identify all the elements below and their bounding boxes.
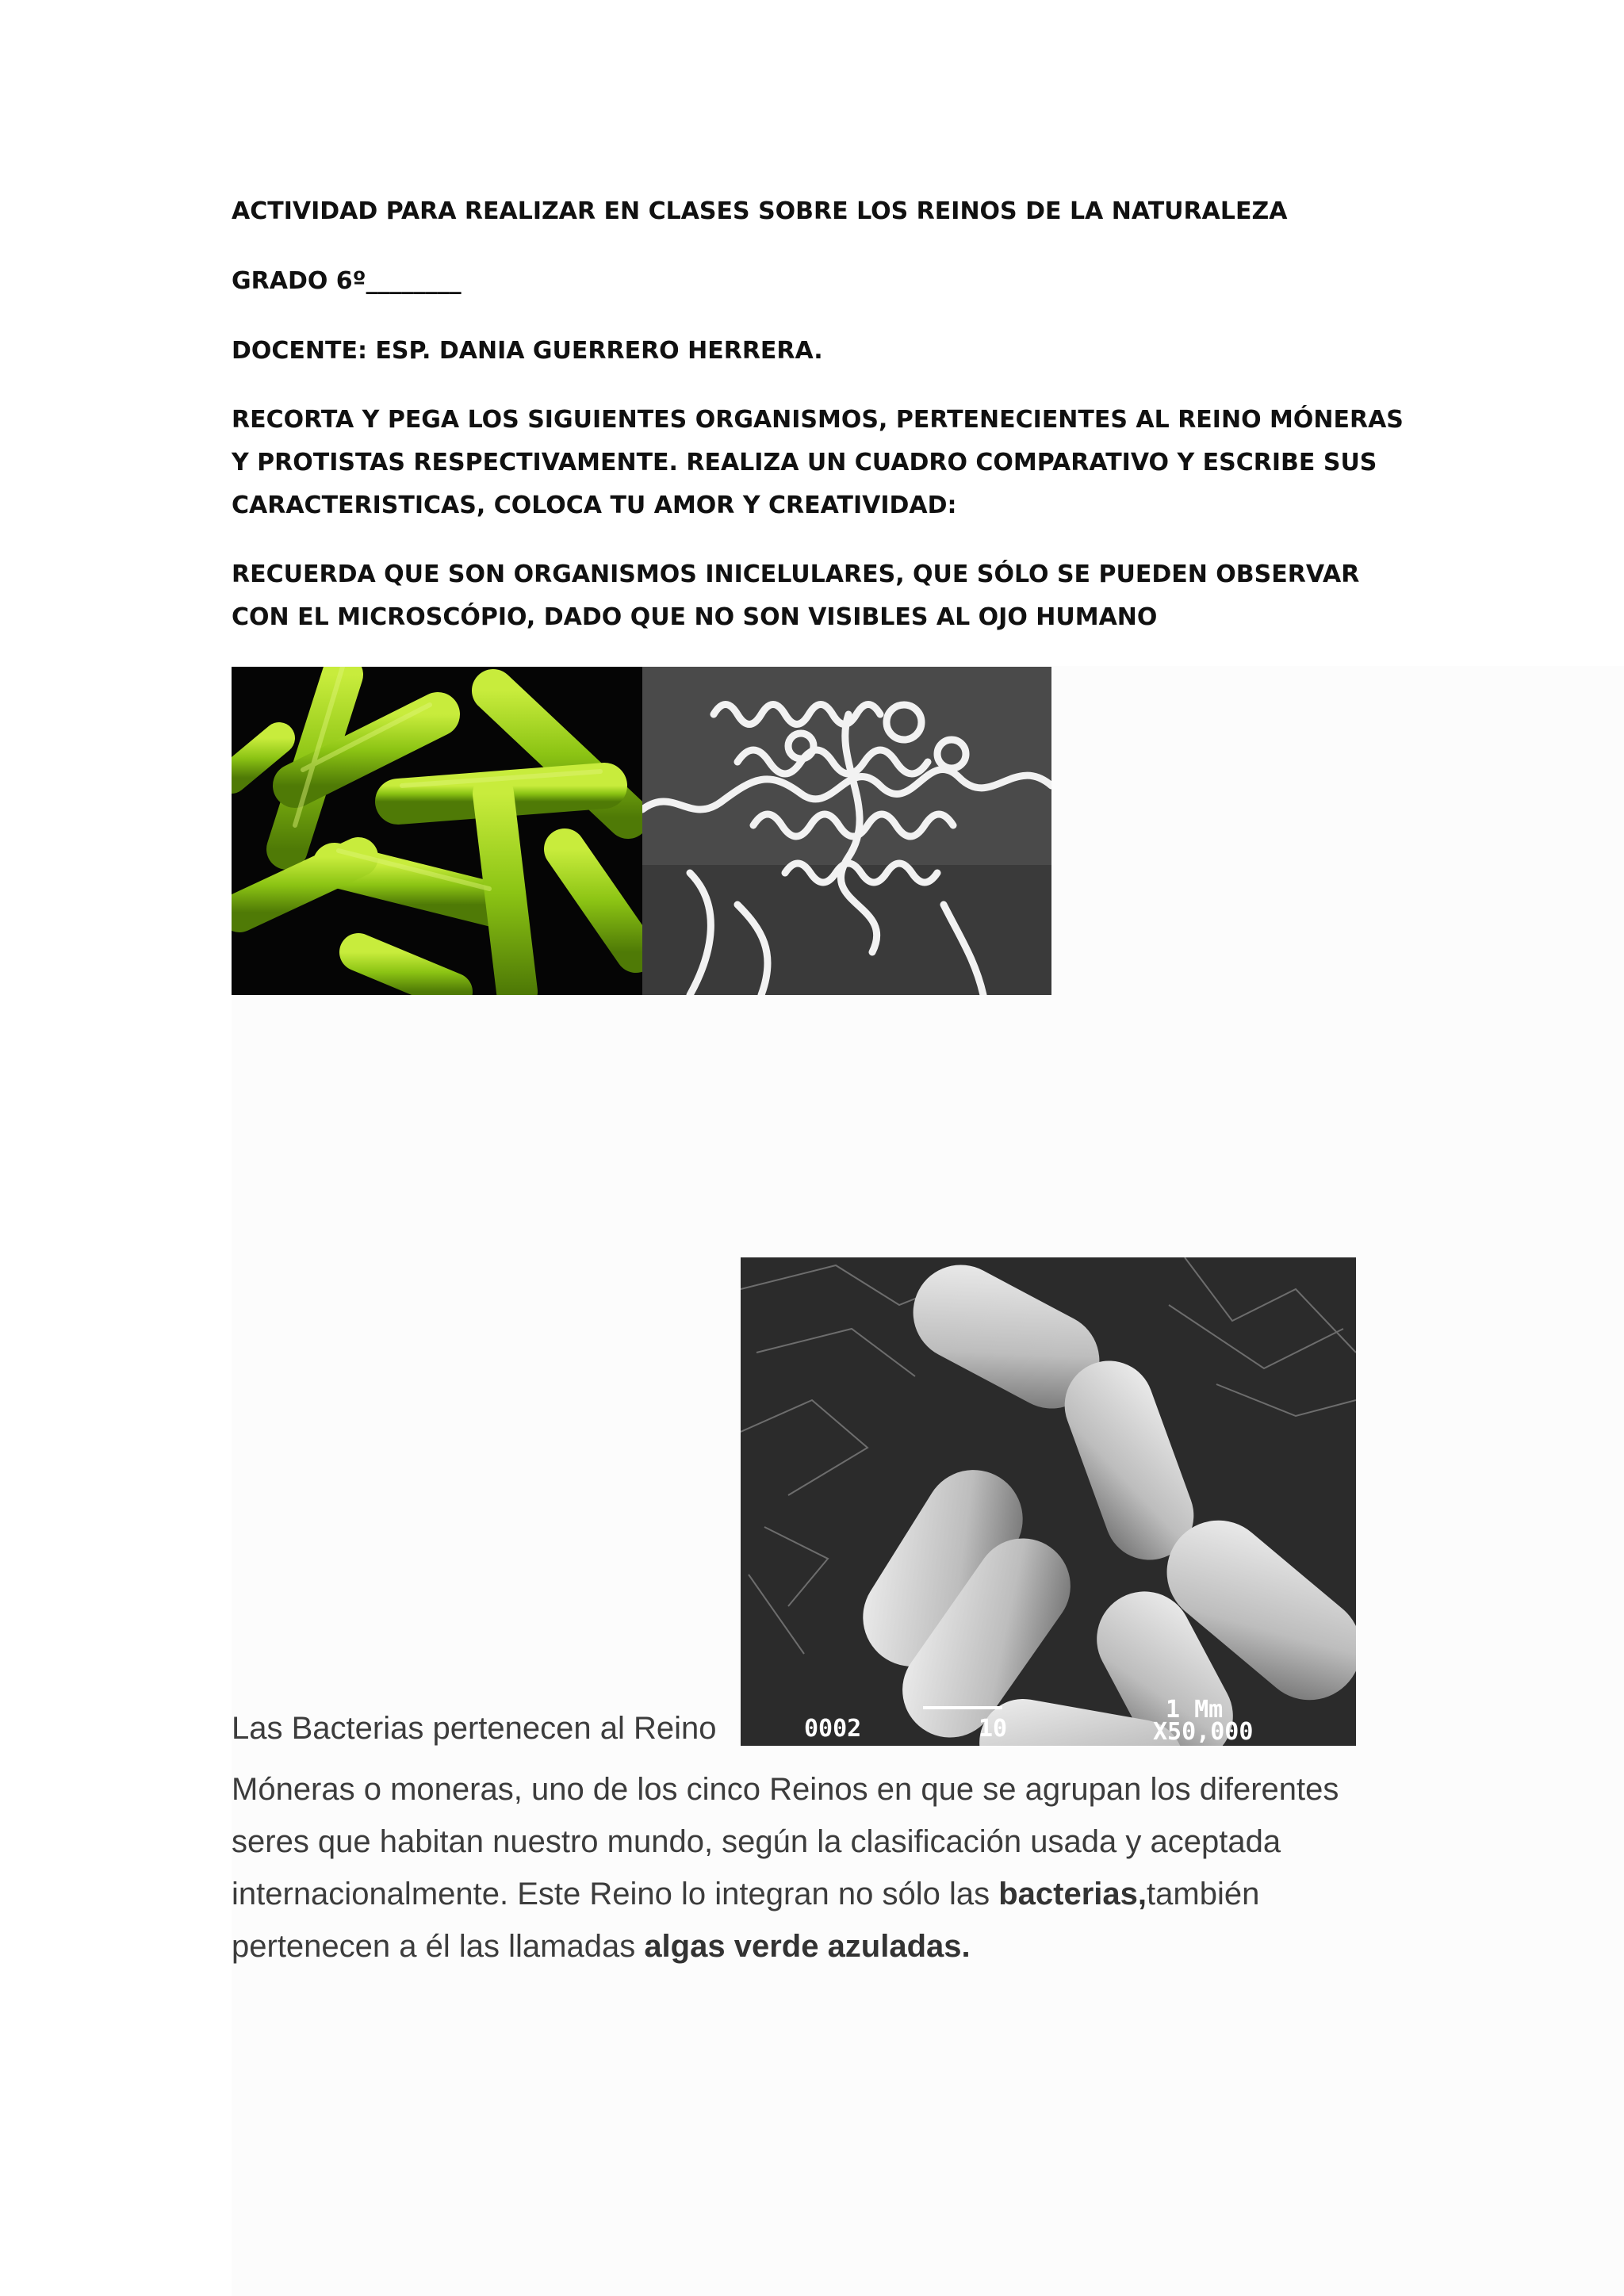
- bold-algas: algas verde azuladas.: [644, 1929, 971, 1964]
- page-title: ACTIVIDAD PARA REALIZAR EN CLASES SOBRE LOS REINOS DE LA NATURALEZA: [232, 197, 1288, 225]
- teacher-line: DOCENTE: ESP. DANIA GUERRERO HERRERA.: [232, 337, 823, 365]
- body-text-part-1: Móneras o moneras, uno de los cinco Reinos en que se agrupan los diferentes seres que habitan nuestro mundo, según la clasificación usada y aceptada internacionalmente. Este Reino lo integran no sólo las: [232, 1772, 1339, 1911]
- micrograph-code-right: X50,000: [1153, 1718, 1254, 1746]
- micrograph-code-mid: 10: [979, 1715, 1008, 1743]
- body-first-line: Las Bacterias pertenecen al Reino: [232, 1711, 717, 1746]
- body-paragraph: [232, 1763, 1405, 1973]
- sem-bacteria-image: [741, 1257, 1356, 1746]
- micrograph-scale-label: 1 Mm: [1166, 1696, 1224, 1724]
- micrograph-code-left: 0002: [804, 1715, 862, 1743]
- spirochete-image: [642, 667, 1051, 995]
- green-bacilli-image: [232, 667, 642, 995]
- body-text-part-2: también pertenecen a él las llamadas: [232, 1877, 1260, 1964]
- grade-line: GRADO 6º________: [232, 267, 462, 295]
- reminder-text: RECUERDA QUE SON ORGANISMOS INICELULARES, QUE SÓLO SE PUEDEN OBSERVAR CON EL MICROSCÓPIO, DADO QUE NO SON VISIBLES AL OJO HUMANO: [232, 561, 1360, 631]
- instructions-text: RECORTA Y PEGA LOS SIGUIENTES ORGANISMOS, PERTENECIENTES AL REINO MÓNERAS Y PROTISTAS RESPECTIVAMENTE. REALIZA UN CUADRO COMPARATIVO Y ESCRIBE SUS CARACTERISTICAS, COLOCA TU AMOR Y CREATIVIDAD:: [232, 406, 1404, 519]
- bold-bacterias: bacterias,: [998, 1877, 1147, 1911]
